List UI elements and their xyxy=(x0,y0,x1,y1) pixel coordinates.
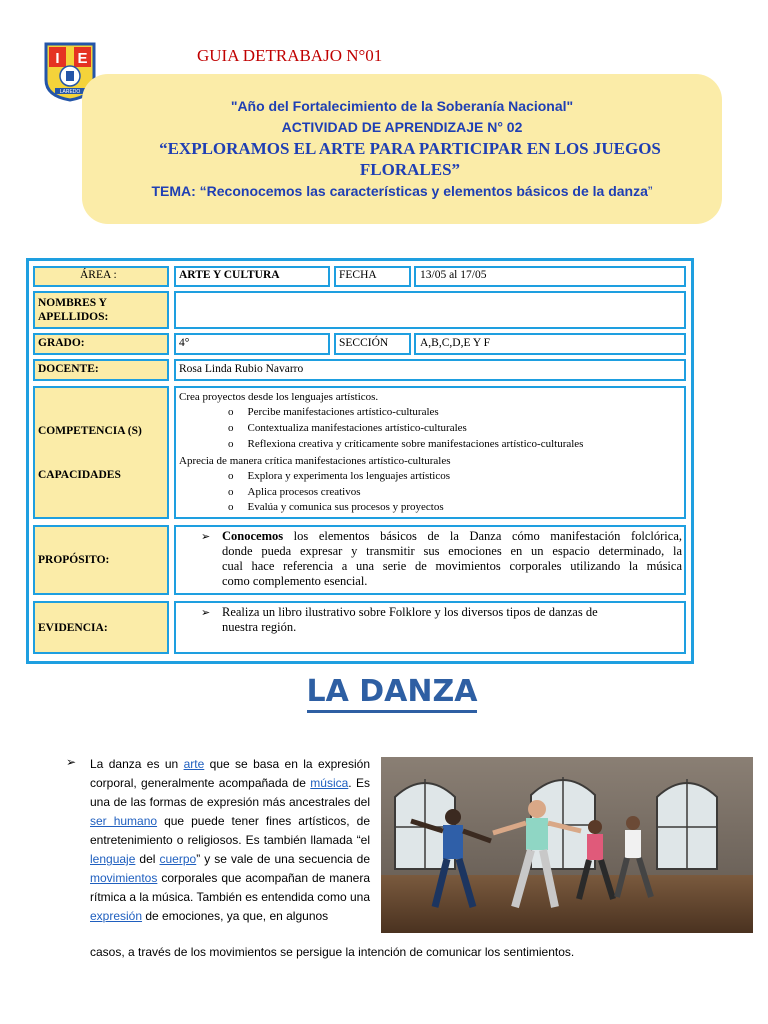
arrow-bullet-icon: ➢ xyxy=(66,755,77,769)
docente-value: Rosa Linda Rubio Navarro xyxy=(179,363,304,375)
section-title: LA DANZA xyxy=(0,674,768,709)
grado-value: 4° xyxy=(179,337,190,349)
capacidad-item: o Aplica procesos creativos xyxy=(228,486,361,498)
danza-paragraph-last-line: casos, a través de los movimientos se persigue la intención de comunicar los sentimientos. xyxy=(90,945,575,959)
link-lenguaje[interactable]: lenguaje xyxy=(90,852,136,866)
link-ser-humano[interactable]: ser humano xyxy=(90,814,158,828)
capacidad-item: o Evalúa y comunica sus procesos y proyectos xyxy=(228,501,444,513)
fecha-value: 13/05 al 17/05 xyxy=(420,269,487,281)
fecha-label: FECHA xyxy=(339,269,377,281)
capacidades-label: CAPACIDADES xyxy=(38,469,121,481)
competencia-2: Aprecia de manera crítica manifestaciones artístico-culturales xyxy=(179,455,451,467)
tema-text: TEMA: “Reconocemos las características y elementos básicos de la danza xyxy=(151,183,648,199)
nombres-label: NOMBRES Y APELLIDOS: xyxy=(38,297,109,323)
proposito-text: Conocemos los elementos básicos de la Danza cómo manifestación folclórica, donde pueda expresar y transmitir sus emociones en un espacio determinado, la cual hace referencia a una serie de movimientos corporales utilizando la música como complemento esencial. xyxy=(222,529,682,588)
link-cuerpo[interactable]: cuerpo xyxy=(159,852,197,866)
activity-main-title: “EXPLORAMOS EL ARTE PARA PARTICIPAR EN LOS JUEGOS FLORALES” xyxy=(159,139,661,179)
link-movimientos[interactable]: movimientos xyxy=(90,871,158,885)
capacidad-item: o Reflexiona creativa y críticamente sobre manifestaciones artístico-culturales xyxy=(228,438,584,450)
grado-value-cell xyxy=(174,333,330,355)
guia-title: GUIA DETRABAJO N°01 xyxy=(197,46,383,65)
nombres-input[interactable] xyxy=(174,291,686,329)
link-arte[interactable]: arte xyxy=(183,757,205,771)
arrow-bullet-icon: ➢ xyxy=(201,607,211,619)
svg-text:E: E xyxy=(77,50,88,67)
link-musica[interactable]: música xyxy=(310,776,349,790)
evidencia-label: EVIDENCIA: xyxy=(38,622,108,634)
docente-label: DOCENTE: xyxy=(38,363,99,375)
competencia-1: Crea proyectos desde los lenguajes artísticos. xyxy=(179,391,379,403)
grado-label: GRADO: xyxy=(38,337,85,349)
seccion-value: A,B,C,D,E Y F xyxy=(420,337,491,349)
capacidad-item: o Explora y experimenta los lenguajes artísticos xyxy=(228,470,451,482)
capacidad-item: o Contextualiza manifestaciones artístico-culturales xyxy=(228,422,467,434)
dance-class-photo xyxy=(381,757,753,933)
area-label: ÁREA : xyxy=(80,269,117,281)
capacidad-item: o Percibe manifestaciones artístico-culturales xyxy=(228,406,439,418)
svg-text:I: I xyxy=(55,50,60,67)
competencia-label: COMPETENCIA (S) xyxy=(38,425,142,437)
area-value: ARTE Y CULTURA xyxy=(179,269,280,281)
link-expresion[interactable]: expresión xyxy=(90,909,143,923)
actividad-title: ACTIVIDAD DE APRENDIZAJE N° 02 xyxy=(281,119,523,135)
seccion-label: SECCIÓN xyxy=(339,337,389,349)
evidencia-text: Realiza un libro ilustrativo sobre Folklore y los diversos tipos de danzas de nuestra región. xyxy=(222,605,598,634)
danza-paragraph: La danza es un arte que se basa en la expresión corporal, generalmente acompañada de música. Es una de las formas de expresión más ancestrales del ser humano que puede tener fines artísticos, de entretenimiento o religiosos. Es también llamada “el lenguaje del cuerpo” y se vale de una secuencia de movimientos corporales que acompañan de manera rítmica a la música. También es entendida como una expresión de emociones, ya que, en algunos xyxy=(90,757,371,923)
svg-text:LAREDO: LAREDO xyxy=(59,89,81,95)
arrow-bullet-icon: ➢ xyxy=(201,531,211,543)
year-motto: "Año del Fortalecimiento de la Soberanía Nacional" xyxy=(230,98,574,114)
proposito-label: PROPÓSITO: xyxy=(38,554,110,566)
competencia-label-cell xyxy=(33,386,169,519)
tema-line: TEMA: “Reconocemos las características y elementos básicos de la danza” xyxy=(151,183,653,199)
